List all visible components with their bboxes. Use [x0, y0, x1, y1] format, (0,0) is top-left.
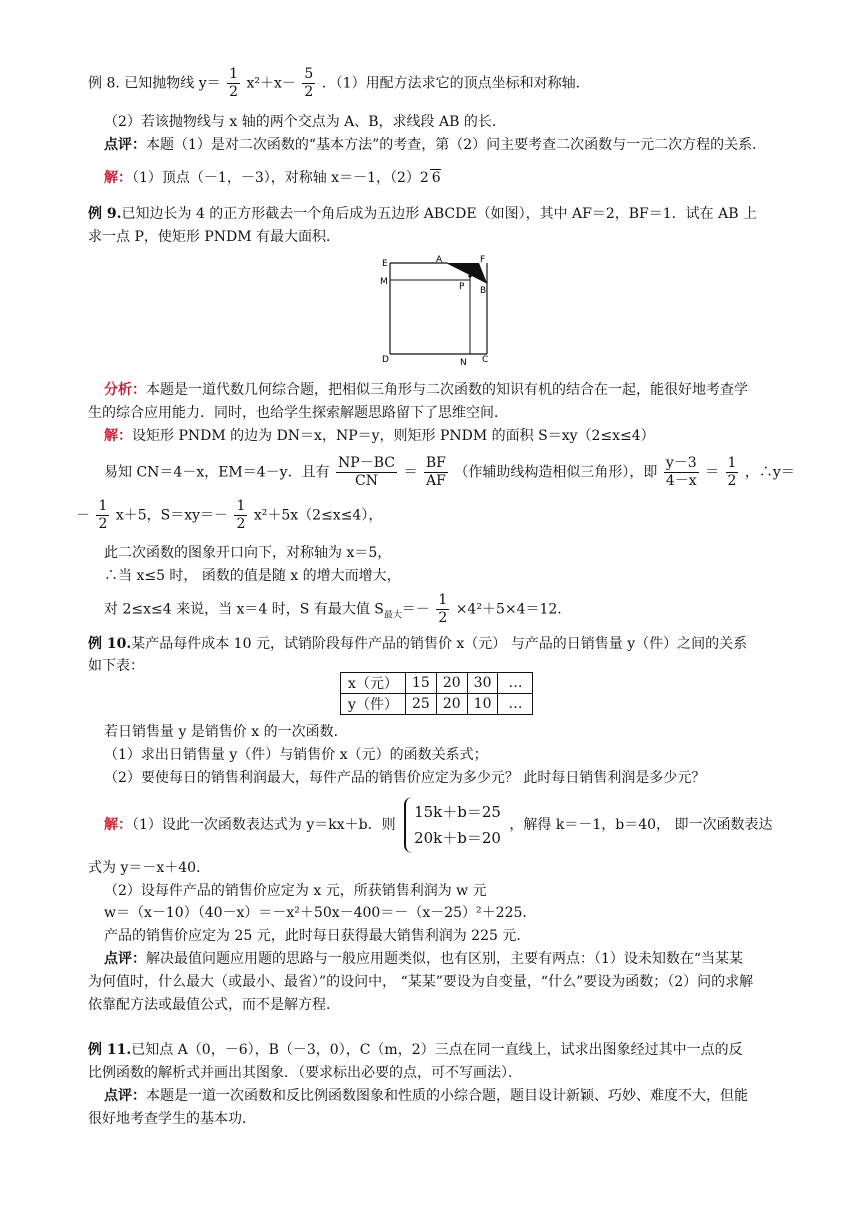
- label-b: B: [480, 286, 487, 296]
- label-n: N: [460, 358, 467, 366]
- ex10-question-1: （1）求出日销售量 y（件）与销售价 x（元）的函数关系式；: [104, 747, 488, 763]
- label-a: A: [436, 255, 443, 265]
- fraction: $\frac{1}{2}$: [229, 66, 238, 100]
- table-row: y（件） 25 20 10 …: [341, 694, 533, 715]
- ex10-premise: 若日销售量 y 是销售价 x 的一次函数．: [104, 724, 348, 740]
- ex11-comment: 点评：本题是一道一次函数和反比例函数图象和性质的小综合题，题目设计新颖、巧妙、难度不大，但能: [104, 1088, 748, 1104]
- square-figure: [376, 254, 504, 366]
- ex8-comment: 点评：本题（1）是对二次函数的“基本方法”的考查，第（2）问主要考查二次函数与一元二次方程的关系．: [104, 137, 767, 153]
- ex11-comment-cont: 很好地考查学生的基本功．: [88, 1111, 256, 1127]
- ex10-solution-4: 产品的销售价应定为 25 元，此时每日获得最大销售利润为 225 元．: [104, 928, 531, 944]
- ex9-analysis-cont: 生的综合应用能力．同时，也给学生探索解题思路留下了思维空间．: [88, 405, 508, 421]
- equation-system: 15k＋b＝25 20k＋b＝20: [404, 797, 501, 853]
- ex10-solution-1-cont: 式为 y＝－x＋40．: [88, 860, 211, 876]
- ex9-line1: 例 9.已知边长为 4 的正方形截去一个角后成为五边形 ABCDE（如图），其中 AF＝2，BF＝1．试在 AB 上: [88, 206, 757, 222]
- fraction: $\frac{5}{2}$: [304, 66, 314, 100]
- ex9-solution-5: ∴当 x≤5 时， 函数的值是随 x 的增大而增大，: [104, 568, 401, 584]
- ex9-solution-2: 易知 CN＝4－x，EM＝4－y．且有 $\frac{NP-BC}{CN}$ ＝ $\frac{BF}{AF}$ （作辅助线构造相似三角形），即 $\frac{y-3}{4-x}$ ＝ $\frac{1}{2}$ ，∴y＝: [104, 455, 795, 489]
- label-m: M: [380, 277, 388, 287]
- ex10-comment: 点评：解决最值问题应用题的思路与一般应用题类似，也有区别，主要有两点：（1）设未知数在“当某某: [104, 951, 744, 967]
- label-f: F: [480, 255, 486, 265]
- sqrt-expression: 6: [431, 170, 441, 186]
- ex9-analysis: 分析：本题是一道代数几何综合题，把相似三角形与二次函数的知识有机的结合在一起，能很好地考查学: [104, 382, 748, 398]
- ex9-solution-3: － $\frac{1}{2}$ x＋5，S＝xy＝－ $\frac{1}{2}$ x²＋5x（2≤x≤4），: [76, 498, 383, 532]
- ex10-question-2: （2）要使每日的销售利润最大，每件产品的销售价应定为多少元？ 此时每日销售利润是多少元？: [104, 770, 706, 786]
- ex8-line1: 例 8. 已知抛物线 y＝ $\frac{1}{2}$ x²＋x－ $\frac{5}{2}$ ．（1）用配方法求它的顶点坐标和对称轴．: [88, 66, 590, 100]
- ex9-solution-6: 对 2≤x≤4 来说，当 x＝4 时，S 有最大值 $S_{最大}=-$ $\frac{1}{2}$ ×4²＋5×4＝12．: [104, 592, 572, 626]
- ex9-solution-4: 此二次函数的图象开口向下，对称轴为 x＝5，: [104, 545, 392, 561]
- label-e: E: [382, 259, 388, 269]
- ex10-solution-2: （2）设每件产品的销售价应定为 x 元，所获销售利润为 w 元: [104, 883, 487, 899]
- label-p: P: [459, 282, 465, 292]
- ex8-solution: 解：（1）顶点（－1，－3），对称轴 x＝－1，（2）2 6: [104, 170, 441, 186]
- ex8-question-2: （2）若该抛物线与 x 轴的两个交点为 A、B，求线段 AB 的长．: [104, 114, 506, 130]
- ex9-line2: 求一点 P，使矩形 PNDM 有最大面积．: [88, 229, 340, 245]
- table-row: x（元） 15 20 30 …: [341, 673, 533, 694]
- ex9-solution-1: 解：设矩形 PNDM 的边为 DN＝x，NP＝y，则矩形 PNDM 的面积 S＝xy（2≤x≤4）: [104, 428, 655, 444]
- ex10-comment-cont: 为何值时，什么最大（或最小、最省）”的设问中， “某某”要设为自变量，“什么”要设为函数；（2）问的求解: [88, 974, 754, 990]
- ex10-line2: 如下表：: [88, 658, 144, 674]
- price-sales-table: [340, 672, 533, 715]
- label-c: C: [482, 355, 489, 365]
- ex10-solution-3: w＝（x－10）（40－x）＝－x²＋50x－400＝－（x－25）²＋225．: [104, 905, 537, 921]
- ex11-line1: 例 11.已知点 A（0，－6），B（－3，0），C（m，2）三点在同一直线上，试求出图象经过其中一点的反: [88, 1042, 743, 1058]
- ex10-comment-cont: 依靠配方法或最值公式，而不是解方程．: [88, 997, 340, 1013]
- ex10-line1: 例 10.某产品每件成本 10 元，试销阶段每件产品的销售价 x（元） 与产品的日销售量 y（件）之间的关系: [88, 636, 748, 652]
- ex10-solution-1: 解：（1）设此一次函数表达式为 y＝kx＋b．则 15k＋b＝25 20k＋b＝20 ，解得 k＝－1，b＝40， 即一次函数表达: [104, 796, 772, 854]
- ex11-line2: 比例函数的解析式并画出其图象．（要求标出必要的点，可不写画法）．: [88, 1065, 522, 1081]
- label-d: D: [382, 355, 389, 365]
